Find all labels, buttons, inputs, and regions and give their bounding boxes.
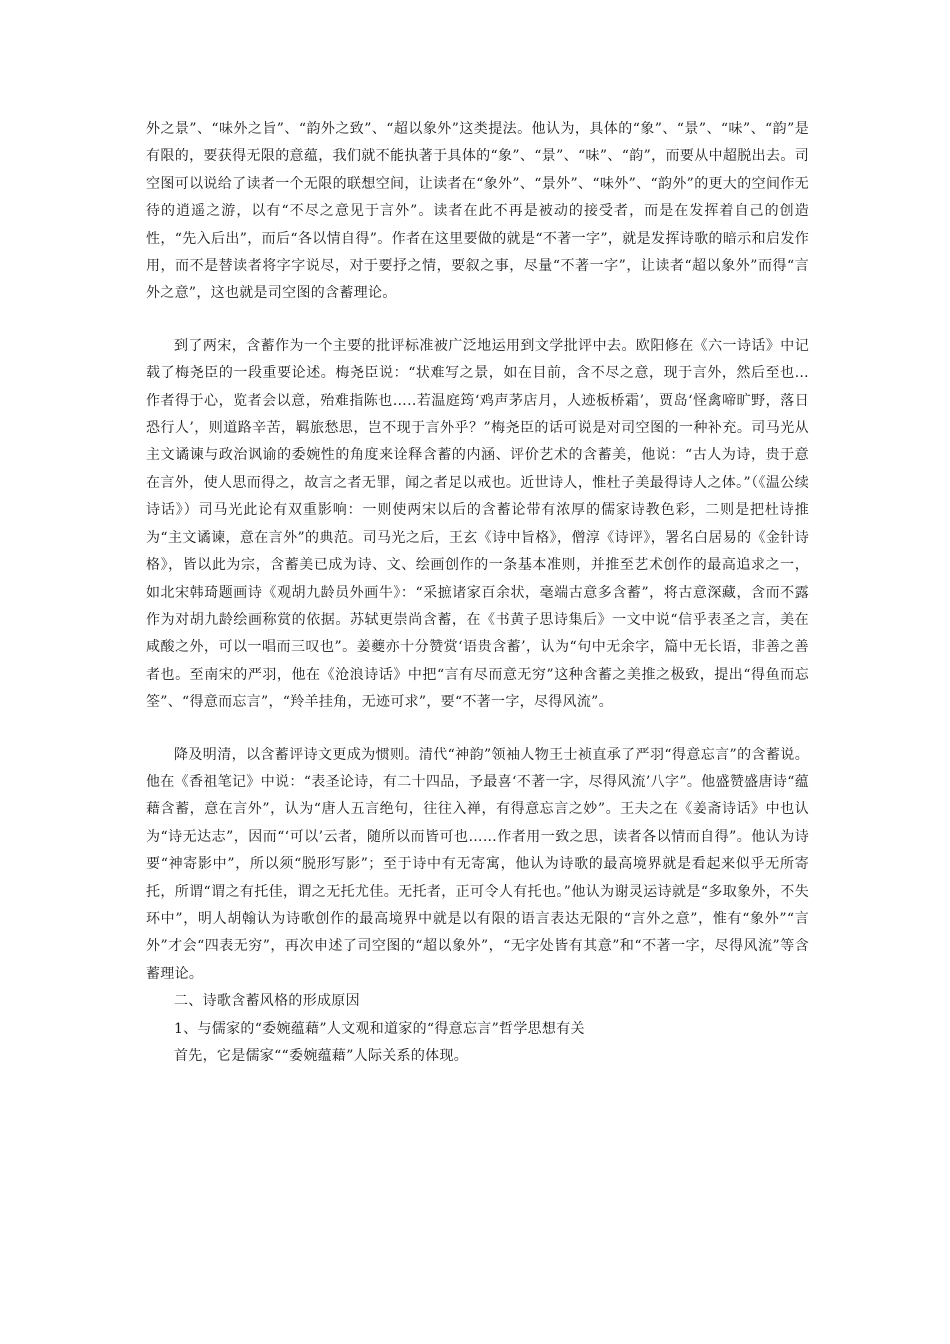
paragraph-first-reason: 首先，它是儒家““委婉蕴藉”人际关系的体现。 [174, 1048, 469, 1064]
paragraph-ming-qing: 降及明清，以含蓄评诗文更成为惯则。清代“神韵”领袖人物王士祯直承了严羽“得意忘言”的含蓄说。他在《香祖笔记》中说：“表圣论诗，有二十四品，予最喜‘不著一字，尽得风流’八字”。他盛赞盛唐诗“蕴藉含蓄，意在言外”，认为“唐人五言绝句，往往入禅，有得意忘言之妙”。王夫之在《姜斋诗话》中也认为“诗无达志”，因而“‘可以’云者，随所以而皆可也……作者用一致之思，读者各以情而自得”。他认为诗要“神寄影中”，所以须“脱形写影”；至于诗中有无寄寓，他认为诗歌的最高境界就是看起来似乎无所寄托，所谓“谓之有托佳，谓之无托尤佳。无托者，正可令人有托也。”他认为谢灵运诗就是“多取象外，不失环中”，明人胡翰认为诗歌创作的最高境界中就是以有限的语言表达无限的“言外之意”，惟有“象外”“言外”才会“四表无穷”，再次申述了司空图的“超以象外”，“无字处皆有其意”和“不著一字，尽得风流”等含蓄理论。 [146, 746, 809, 982]
document-page [146, 116, 809, 1070]
paragraph-song-dynasty: 到了两宋，含蓄作为一个主要的批评标准被广泛地运用到文学批评中去。欧阳修在《六一诗话》中记载了梅尧臣的一段重要论述。梅尧臣说：“状难写之景，如在目前，含不尽之意，现于言外，然后至也…作者得于心，览者会以意，殆难指陈也…..若温庭筠‘鸡声茅店月，人迹板桥霜’，贾岛‘怪禽啼旷野，落日恐行人’，则道路辛苦，羁旅愁思，岂不现于言外乎？”梅尧臣的话可说是对司空图的一种补充。司马光从主文谲谏与政治讽谕的委婉性的角度来诠释含蓄的内涵、评价艺术的含蓄美，他说：“古人为诗，贵于意在言外，使人思而得之，故言之者无罪，闻之者足以戒也。近世诗人，惟杜子美最得诗人之体。”（《温公续诗话》）司马光此论有双重影响：一则使两宋以后的含蓄论带有浓厚的儒家诗教色彩，二则是把杜诗推为“主文谲谏，意在言外”的典范。司马光之后，王玄《诗中旨格》，僧淳《诗评》，署名白居易的《金针诗格》，皆以此为宗，含蓄美已成为诗、文、绘画创作的一条基本准则，并推至艺术创作的最高追求之一，如北宋韩琦题画诗《观胡九龄员外画牛》：“采摭诸家百余状，毫端古意多含蓄”，将古意深藏，含而不露作为对胡九龄绘画称赏的依据。苏轼更崇尚含蓄，在《书黄子思诗集后》一文中说“信乎表圣之言，美在咸酸之外，可以一唱而三叹也”。姜夔亦十分赞赏‘语贵含蓄’，认为“句中无余字，篇中无长语，非善之善者也。至南宋的严羽，他在《沧浪诗话》中把“言有尽而意无穷”这种含蓄之美推之极致，提出“得鱼而忘筌”、“得意而忘言”，“羚羊挂角，无迹可求”，要“不著一字，尽得风流”。 [146, 337, 809, 711]
subsection-heading: 1、与儒家的“委婉蕴藉”人文观和道家的“得意忘言”哲学思想有关 [174, 1020, 585, 1037]
section-heading: 二、诗歌含蓄风格的形成原因 [174, 993, 360, 1010]
paragraph-sikong-tu-theory: 外之景”、“味外之旨”、“韵外之致”、“超以象外”这类提法。他认为，具体的“象”、“景”、“味”、“韵”是有限的，要获得无限的意蕴，我们就不能执著于具体的“象”、“景”、“味”、“韵”，而要从中超脱出去。司空图可以说给了读者一个无限的联想空间，让读者在“象外”、“景外”、“味外”、“韵外”的更大的空间作无待的逍遥之游，以有“不尽之意见于言外”。读者在此不再是被动的接受者，而是在发挥着自己的创造性，“先入后出”，而后“各以情自得”。作者在这里要做的就是“不著一字”，就是发挥诗歌的暗示和启发作用，而不是替读者将字字说尽，对于要抒之情，要叙之事，尽量“不著一字”，让读者“超以象外”而得“言外之意”，这也就是司空图的含蓄理论。 [146, 121, 809, 302]
